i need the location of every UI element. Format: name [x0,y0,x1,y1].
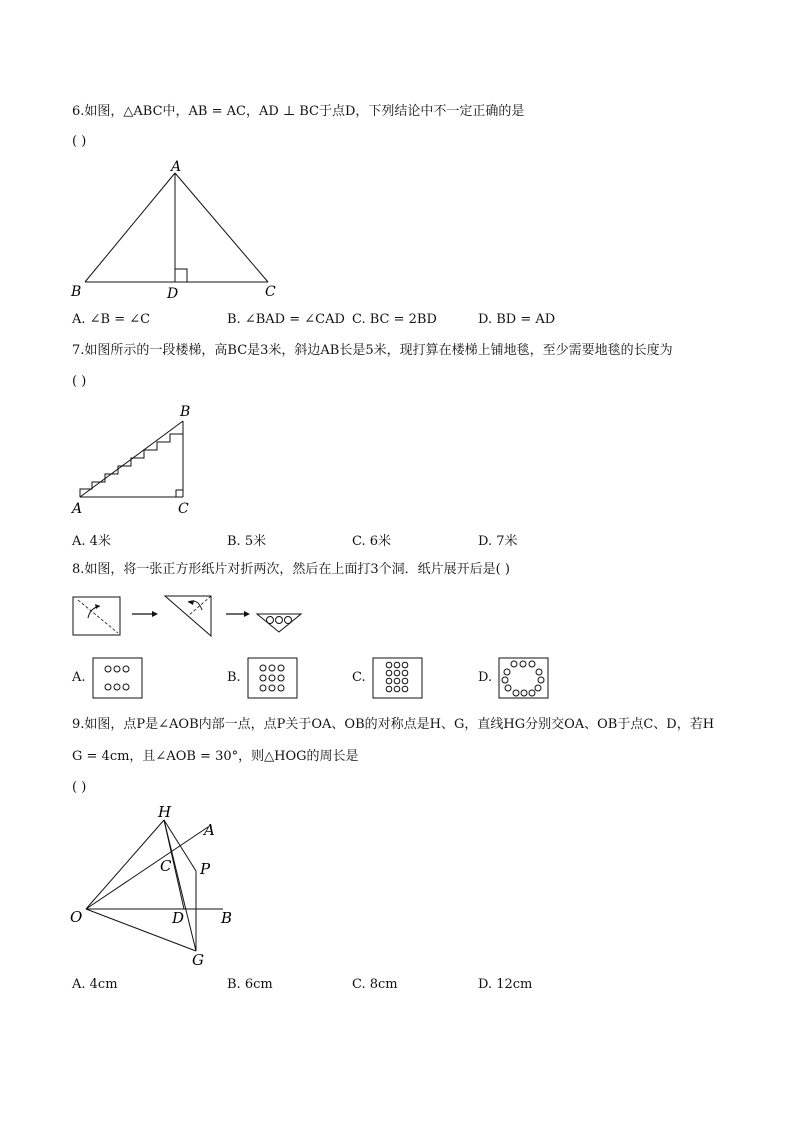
q6-side-ab [85,173,175,282]
q8-hole [402,686,408,692]
q8-hole [394,670,400,676]
q8-hole [105,684,111,690]
q8-hole [402,678,408,684]
q8-hole [511,661,517,667]
q9-option-b[interactable]: B. 6cm [227,977,273,992]
q7-answer-paren: ( ) [72,374,87,389]
q6-option-a[interactable]: A. ∠B = ∠C [72,312,151,327]
q9-option-a[interactable]: A. 4cm [72,977,118,992]
q9-stem-line-2: G = 4cm，且∠AOB = 30°，则△HOG的周长是 [72,749,359,764]
q8-hole [269,675,275,681]
q8-hole [269,665,275,671]
q8-hole [386,662,392,668]
q8-hole [529,690,535,696]
q6-figure [65,158,285,303]
q9-figure [66,800,246,975]
q8-hole [529,661,535,667]
q6-answer-paren: ( ) [72,134,87,149]
q9-label-c: C [160,857,172,875]
q8-hole [502,677,508,683]
q8-option-a[interactable]: A. [72,670,86,685]
q8-fold-line-2 [188,596,211,616]
q9-answer-paren: ( ) [72,780,87,795]
q8-option-a-figure[interactable] [92,657,144,701]
q8-hole [394,662,400,668]
q8-hole [276,617,283,624]
q8-option-d[interactable]: D. [478,670,493,685]
q9-option-d[interactable]: D. 12cm [478,977,533,992]
q8-hole [386,686,392,692]
q8-hole [386,670,392,676]
q8-hole [513,690,519,696]
q8-hole [278,685,284,691]
q6-right-angle-mark [175,269,187,282]
q6-side-ac [175,173,268,282]
q8-hole [260,665,266,671]
q8-option-b[interactable]: B. [227,670,241,685]
q6-option-d[interactable]: D. BD = AD [478,312,556,327]
q6-label-c: C [265,284,276,300]
q8-option-b-figure[interactable] [247,657,299,701]
q8-hole [278,665,284,671]
q8-hole [123,684,129,690]
q8-hole [260,685,266,691]
q9-label-b: B [221,909,233,927]
q9-label-d: D [172,909,185,927]
q9-label-g: G [192,951,204,969]
q9-label-h: H [158,803,172,821]
q6-option-c[interactable]: C. BC = 2BD [352,312,437,327]
q7-option-c[interactable]: C. 6米 [352,534,392,549]
q8-hole [402,670,408,676]
q8-option-c[interactable]: C. [352,670,366,685]
q7-label-b: B [180,404,191,420]
q8-hole [402,662,408,668]
q8-hole [269,685,275,691]
q9-label-a: A [204,821,215,839]
q8-hole [394,686,400,692]
q6-option-b[interactable]: B. ∠BAD = ∠CAD [227,312,345,327]
q8-hole [504,669,510,675]
q6-stem: 6.如图，△ABC中，AB = AC，AD ⊥ BC于点D，下列结论中不一定正确的是 [72,104,525,119]
q9-label-o: O [70,908,83,926]
q6-label-b: B [71,284,82,300]
q8-hole [123,666,129,672]
q6-label-a: A [171,159,182,175]
q8-hole [536,669,542,675]
q7-option-d[interactable]: D. 7米 [478,534,518,549]
q8-stem: 8.如图，将一张正方形纸片对折两次，然后在上面打3个洞．纸片展开后是( ) [72,562,510,577]
q8-hole [260,675,266,681]
q7-option-a[interactable]: A. 4米 [72,534,111,549]
q7-label-c: C [178,501,189,517]
q8-option-c-figure[interactable] [372,657,424,701]
q8-hole [538,677,544,683]
q8-hole [285,617,292,624]
q9-option-c[interactable]: C. 8cm [352,977,398,992]
q8-hole [386,678,392,684]
q8-hole [535,685,541,691]
q7-stem: 7.如图所示的一段楼梯，高BC是3米，斜边AB长是5米，现打算在楼梯上铺地毯，至少需要地毯的长度为 [72,343,673,358]
q8-fold-diagonal [78,600,118,633]
q7-label-a: A [72,501,83,517]
q8-hole [520,661,526,667]
q9-label-p: P [200,860,211,878]
q7-hypotenuse-ab [80,421,183,497]
q8-hole [505,685,511,691]
q7-figure [68,400,198,520]
q8-hole [267,617,274,624]
q8-hole [114,666,120,672]
q8-hole [521,690,527,696]
q7-option-b[interactable]: B. 5米 [227,534,267,549]
q8-hole [114,684,120,690]
q8-folding-figure [68,590,308,642]
q8-hole [278,675,284,681]
q6-label-d: D [167,286,179,302]
q9-stem-line-1: 9.如图，点P是∠AOB内部一点，点P关于OA、OB的对称点是H、G，直线HG分别交OA、OB于点C、D，若H [72,717,715,732]
q8-hole [394,678,400,684]
q7-right-angle-mark [176,490,183,497]
q8-option-d-figure[interactable] [498,657,550,701]
q8-hole [105,666,111,672]
